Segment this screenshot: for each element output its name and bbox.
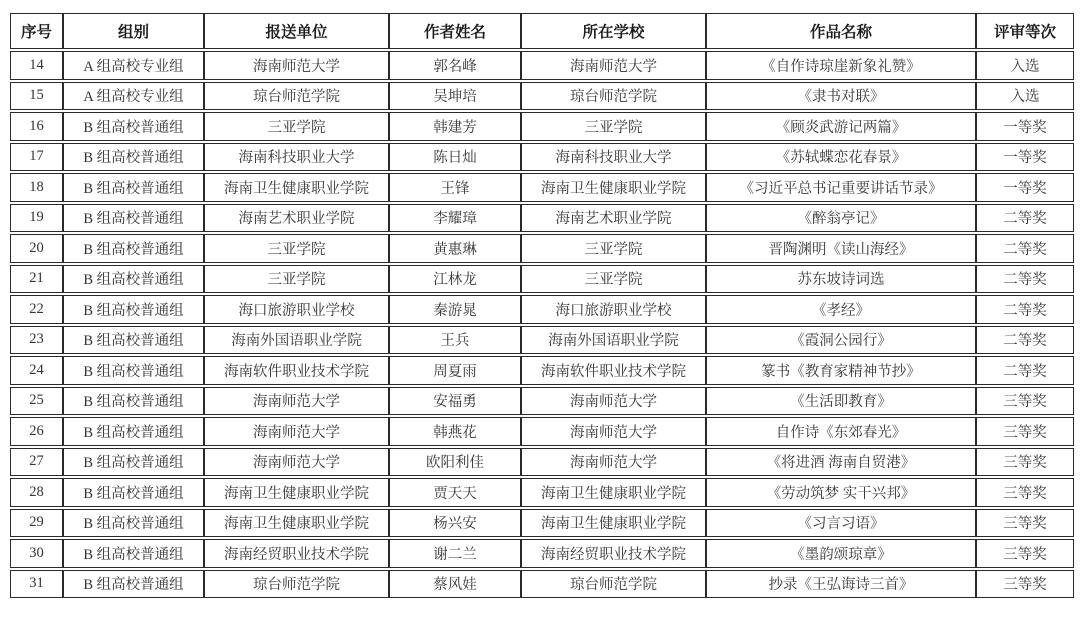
cell-award: 一等奖	[976, 143, 1074, 172]
cell-index: 15	[10, 82, 63, 111]
header-cell-group: 组别	[63, 13, 204, 49]
cell-award: 三等奖	[976, 387, 1074, 416]
header-cell-award: 评审等次	[976, 13, 1074, 49]
cell-group: B 组高校普通组	[63, 509, 204, 538]
cell-unit: 海南艺术职业学院	[204, 204, 389, 233]
cell-school: 海南艺术职业学院	[521, 204, 706, 233]
cell-author: 韩建芳	[389, 112, 521, 141]
cell-group: B 组高校普通组	[63, 204, 204, 233]
cell-unit: 海口旅游职业学校	[204, 295, 389, 324]
cell-school: 海南师范大学	[521, 387, 706, 416]
table-row	[10, 326, 1074, 355]
cell-index: 22	[10, 295, 63, 324]
cell-author: 陈日灿	[389, 143, 521, 172]
cell-group: B 组高校普通组	[63, 478, 204, 507]
table-row	[10, 356, 1074, 385]
cell-work: 《生活即教育》	[706, 387, 976, 416]
cell-author: 郭名峰	[389, 51, 521, 80]
cell-unit: 海南师范大学	[204, 417, 389, 446]
header-row	[10, 13, 1074, 49]
cell-award: 二等奖	[976, 326, 1074, 355]
cell-author: 贾天天	[389, 478, 521, 507]
cell-work: 《墨韵颂琼章》	[706, 539, 976, 568]
cell-school: 三亚学院	[521, 112, 706, 141]
cell-award: 二等奖	[976, 295, 1074, 324]
cell-author: 安福勇	[389, 387, 521, 416]
table-header	[10, 13, 1074, 49]
cell-unit: 海南软件职业技术学院	[204, 356, 389, 385]
table-row	[10, 570, 1074, 599]
cell-school: 海南师范大学	[521, 417, 706, 446]
cell-group: B 组高校普通组	[63, 448, 204, 477]
cell-index: 25	[10, 387, 63, 416]
cell-index: 28	[10, 478, 63, 507]
cell-unit: 海南科技职业大学	[204, 143, 389, 172]
cell-award: 三等奖	[976, 478, 1074, 507]
cell-school: 海南外国语职业学院	[521, 326, 706, 355]
header-cell-author: 作者姓名	[389, 13, 521, 49]
cell-group: B 组高校普通组	[63, 326, 204, 355]
cell-group: A 组高校专业组	[63, 82, 204, 111]
table-row	[10, 234, 1074, 263]
cell-work: 自作诗《东郊春光》	[706, 417, 976, 446]
header-cell-work: 作品名称	[706, 13, 976, 49]
cell-award: 二等奖	[976, 265, 1074, 294]
cell-unit: 三亚学院	[204, 265, 389, 294]
cell-school: 琼台师范学院	[521, 82, 706, 111]
table-row	[10, 51, 1074, 80]
cell-group: B 组高校普通组	[63, 265, 204, 294]
table-row	[10, 173, 1074, 202]
cell-award: 一等奖	[976, 112, 1074, 141]
cell-author: 王兵	[389, 326, 521, 355]
cell-award: 三等奖	[976, 417, 1074, 446]
cell-author: 江林龙	[389, 265, 521, 294]
cell-index: 20	[10, 234, 63, 263]
cell-work: 《霞洞公园行》	[706, 326, 976, 355]
cell-work: 《醉翁亭记》	[706, 204, 976, 233]
cell-school: 海南科技职业大学	[521, 143, 706, 172]
cell-school: 海南卫生健康职业学院	[521, 478, 706, 507]
cell-index: 17	[10, 143, 63, 172]
cell-group: B 组高校普通组	[63, 570, 204, 599]
cell-author: 蔡风娃	[389, 570, 521, 599]
header-cell-unit: 报送单位	[204, 13, 389, 49]
cell-school: 海南卫生健康职业学院	[521, 173, 706, 202]
cell-group: B 组高校普通组	[63, 295, 204, 324]
table-row	[10, 204, 1074, 233]
cell-unit: 海南外国语职业学院	[204, 326, 389, 355]
table-body	[10, 51, 1074, 598]
table-row	[10, 143, 1074, 172]
cell-group: B 组高校普通组	[63, 539, 204, 568]
cell-index: 31	[10, 570, 63, 599]
header-cell-index: 序号	[10, 13, 63, 49]
cell-author: 秦游晁	[389, 295, 521, 324]
table-row	[10, 448, 1074, 477]
cell-author: 王锋	[389, 173, 521, 202]
cell-work: 晋陶渊明《读山海经》	[706, 234, 976, 263]
cell-unit: 海南卫生健康职业学院	[204, 509, 389, 538]
cell-index: 27	[10, 448, 63, 477]
cell-work: 《顾炎武游记两篇》	[706, 112, 976, 141]
cell-school: 三亚学院	[521, 265, 706, 294]
cell-award: 二等奖	[976, 234, 1074, 263]
cell-award: 入选	[976, 82, 1074, 111]
cell-work: 《自作诗琼崖新象礼赞》	[706, 51, 976, 80]
table-row	[10, 295, 1074, 324]
table-row	[10, 509, 1074, 538]
cell-award: 三等奖	[976, 509, 1074, 538]
cell-work: 《将进酒 海南自贸港》	[706, 448, 976, 477]
cell-index: 19	[10, 204, 63, 233]
cell-unit: 琼台师范学院	[204, 570, 389, 599]
cell-index: 23	[10, 326, 63, 355]
cell-index: 29	[10, 509, 63, 538]
table-row	[10, 387, 1074, 416]
cell-work: 《孝经》	[706, 295, 976, 324]
cell-group: B 组高校普通组	[63, 143, 204, 172]
cell-work: 苏东坡诗词选	[706, 265, 976, 294]
cell-index: 24	[10, 356, 63, 385]
cell-group: B 组高校普通组	[63, 173, 204, 202]
cell-unit: 海南卫生健康职业学院	[204, 478, 389, 507]
cell-index: 30	[10, 539, 63, 568]
table-row	[10, 417, 1074, 446]
cell-award: 二等奖	[976, 204, 1074, 233]
cell-school: 琼台师范学院	[521, 570, 706, 599]
cell-unit: 三亚学院	[204, 234, 389, 263]
cell-author: 吴坤培	[389, 82, 521, 111]
cell-unit: 海南卫生健康职业学院	[204, 173, 389, 202]
cell-author: 李耀璋	[389, 204, 521, 233]
cell-work: 《习近平总书记重要讲话节录》	[706, 173, 976, 202]
table-row	[10, 265, 1074, 294]
cell-school: 海南软件职业技术学院	[521, 356, 706, 385]
cell-school: 海南卫生健康职业学院	[521, 509, 706, 538]
cell-group: B 组高校普通组	[63, 387, 204, 416]
cell-award: 一等奖	[976, 173, 1074, 202]
cell-unit: 海南师范大学	[204, 387, 389, 416]
cell-award: 入选	[976, 51, 1074, 80]
cell-group: B 组高校普通组	[63, 234, 204, 263]
cell-school: 海南经贸职业技术学院	[521, 539, 706, 568]
table-row	[10, 478, 1074, 507]
cell-work: 抄录《王弘诲诗三首》	[706, 570, 976, 599]
cell-award: 三等奖	[976, 539, 1074, 568]
cell-author: 韩燕花	[389, 417, 521, 446]
cell-work: 《隶书对联》	[706, 82, 976, 111]
table-row	[10, 82, 1074, 111]
cell-index: 16	[10, 112, 63, 141]
cell-index: 14	[10, 51, 63, 80]
table-row	[10, 539, 1074, 568]
cell-work: 《劳动筑梦 实干兴邦》	[706, 478, 976, 507]
cell-unit: 海南师范大学	[204, 448, 389, 477]
table-row	[10, 112, 1074, 141]
cell-work: 《苏轼蝶恋花春景》	[706, 143, 976, 172]
cell-author: 黄惠琳	[389, 234, 521, 263]
cell-award: 二等奖	[976, 356, 1074, 385]
cell-work: 篆书《教育家精神节抄》	[706, 356, 976, 385]
cell-group: A 组高校专业组	[63, 51, 204, 80]
cell-unit: 海南师范大学	[204, 51, 389, 80]
cell-school: 海南师范大学	[521, 51, 706, 80]
cell-work: 《习言习语》	[706, 509, 976, 538]
cell-school: 海南师范大学	[521, 448, 706, 477]
cell-index: 26	[10, 417, 63, 446]
awards-table	[10, 11, 1074, 600]
cell-group: B 组高校普通组	[63, 417, 204, 446]
cell-award: 三等奖	[976, 570, 1074, 599]
header-cell-school: 所在学校	[521, 13, 706, 49]
cell-group: B 组高校普通组	[63, 356, 204, 385]
cell-author: 谢二兰	[389, 539, 521, 568]
cell-unit: 琼台师范学院	[204, 82, 389, 111]
cell-unit: 海南经贸职业技术学院	[204, 539, 389, 568]
cell-author: 杨兴安	[389, 509, 521, 538]
cell-author: 欧阳利佳	[389, 448, 521, 477]
cell-unit: 三亚学院	[204, 112, 389, 141]
cell-school: 海口旅游职业学校	[521, 295, 706, 324]
cell-group: B 组高校普通组	[63, 112, 204, 141]
cell-school: 三亚学院	[521, 234, 706, 263]
cell-author: 周夏雨	[389, 356, 521, 385]
cell-index: 21	[10, 265, 63, 294]
cell-index: 18	[10, 173, 63, 202]
cell-award: 三等奖	[976, 448, 1074, 477]
